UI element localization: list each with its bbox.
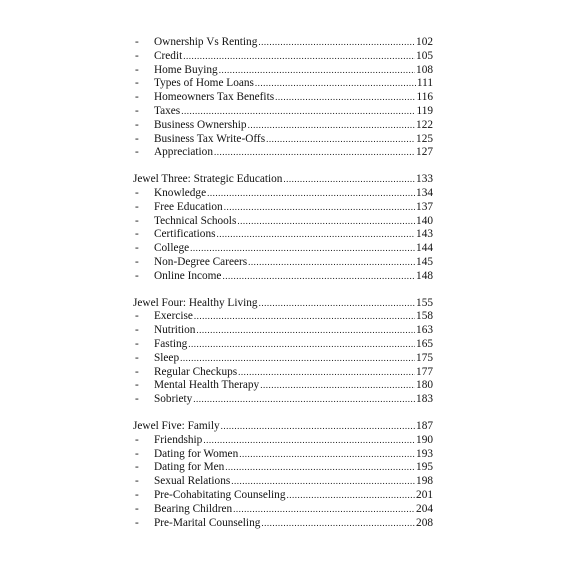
- entry-title: Business Ownership: [154, 118, 247, 131]
- toc-entry: [133, 461, 433, 475]
- bullet-dash: -: [135, 36, 139, 48]
- bullet-dash: -: [135, 475, 139, 488]
- dot-leader: [221, 420, 415, 434]
- page-number: 145: [416, 255, 433, 268]
- toc-chapter-heading: [133, 420, 433, 434]
- entry-title: Ownership Vs Renting: [154, 36, 258, 48]
- bullet-dash: -: [135, 393, 139, 406]
- dot-leader: [222, 270, 415, 284]
- entry-title: Dating for Men: [154, 461, 225, 474]
- dot-leader: [217, 228, 416, 242]
- toc-entry: [133, 310, 433, 324]
- bullet-dash: -: [135, 379, 139, 392]
- bullet-dash: -: [135, 63, 139, 76]
- bullet-dash: -: [135, 242, 139, 255]
- toc-entry: [133, 489, 433, 503]
- page-number: 127: [416, 146, 433, 159]
- entry-title: Knowledge: [154, 186, 207, 199]
- toc-entry: [133, 338, 433, 352]
- dot-leader: [239, 448, 415, 462]
- dot-leader: [203, 434, 415, 448]
- dot-leader: [183, 50, 415, 64]
- dot-leader: [266, 133, 415, 147]
- toc-entry: [133, 517, 433, 531]
- page-number: 111: [416, 77, 433, 90]
- bullet-dash: -: [135, 228, 139, 241]
- dot-leader: [275, 91, 415, 105]
- entry-title: Homeowners Tax Benefits: [154, 91, 275, 104]
- page-number: 140: [416, 214, 433, 227]
- toc-entry: [133, 105, 433, 119]
- toc-section: [133, 173, 433, 283]
- page-number: 133: [416, 173, 433, 186]
- dot-leader: [237, 215, 415, 229]
- toc-section: [133, 36, 433, 160]
- page-number: 198: [416, 475, 433, 488]
- dot-leader: [238, 366, 415, 380]
- bullet-dash: -: [135, 118, 139, 131]
- bullet-dash: -: [135, 337, 139, 350]
- toc-entry: [133, 434, 433, 448]
- toc-entry: [133, 133, 433, 147]
- page-number: 158: [416, 310, 433, 323]
- entry-title: Free Education: [154, 200, 223, 213]
- entry-title: Taxes: [154, 104, 181, 117]
- bullet-dash: -: [135, 91, 139, 104]
- dot-leader: [219, 64, 415, 78]
- bullet-dash: -: [135, 461, 139, 474]
- page-number: 195: [416, 461, 433, 474]
- entry-title: Sexual Relations: [154, 475, 231, 488]
- page-number: 134: [416, 186, 433, 199]
- entry-title: Dating for Women: [154, 447, 239, 460]
- chapter-title: Jewel Five: Family: [133, 419, 220, 432]
- dot-leader: [259, 297, 415, 311]
- bullet-dash: -: [135, 365, 139, 378]
- dot-leader: [255, 77, 416, 91]
- entry-title: Fasting: [154, 337, 188, 350]
- toc-entry: [133, 201, 433, 215]
- dot-leader: [225, 461, 415, 475]
- bullet-dash: -: [135, 255, 139, 268]
- page-number: 108: [416, 63, 433, 76]
- dot-leader: [180, 352, 415, 366]
- page-number: 163: [416, 324, 433, 337]
- chapter-title: Jewel Four: Healthy Living: [133, 296, 258, 309]
- dot-leader: [188, 338, 415, 352]
- dot-leader: [283, 173, 415, 187]
- bullet-dash: -: [135, 200, 139, 213]
- toc-entry: [133, 448, 433, 462]
- bullet-dash: -: [135, 269, 139, 282]
- toc-entry: [133, 270, 433, 284]
- entry-title: Appreciation: [154, 146, 213, 159]
- dot-leader: [286, 489, 415, 503]
- page-number: 122: [416, 118, 433, 131]
- bullet-dash: -: [135, 49, 139, 62]
- toc-entry: [133, 393, 433, 407]
- dot-leader: [233, 503, 415, 517]
- bullet-dash: -: [135, 310, 139, 323]
- page-number: 143: [416, 228, 433, 241]
- entry-title: Types of Home Loans: [154, 77, 254, 90]
- dot-leader: [190, 242, 415, 256]
- bullet-dash: -: [135, 214, 139, 227]
- dot-leader: [258, 36, 415, 50]
- entry-title: Sleep: [154, 351, 180, 364]
- toc-section: [133, 420, 433, 530]
- dot-leader: [214, 146, 415, 160]
- bullet-dash: -: [135, 351, 139, 364]
- toc-chapter-heading: [133, 297, 433, 311]
- bullet-dash: -: [135, 186, 139, 199]
- bullet-dash: -: [135, 488, 139, 501]
- dot-leader: [207, 187, 415, 201]
- page-number: 177: [416, 365, 433, 378]
- bullet-dash: -: [135, 447, 139, 460]
- entry-title: Business Tax Write-Offs: [154, 132, 266, 145]
- entry-title: Certifications: [154, 228, 216, 241]
- entry-title: Home Buying: [154, 63, 218, 76]
- toc-entry: [133, 36, 433, 50]
- page-number: 144: [416, 242, 433, 255]
- bullet-dash: -: [135, 146, 139, 159]
- dot-leader: [248, 119, 415, 133]
- bullet-dash: -: [135, 77, 139, 90]
- toc-section: [133, 297, 433, 407]
- toc-entry: [133, 119, 433, 133]
- toc-entry: [133, 50, 433, 64]
- toc-entry: [133, 242, 433, 256]
- toc-entry: [133, 187, 433, 201]
- entry-title: Bearing Children: [154, 502, 233, 515]
- dot-leader: [194, 310, 415, 324]
- bullet-dash: -: [135, 433, 139, 446]
- toc-entry: [133, 352, 433, 366]
- dot-leader: [261, 517, 415, 531]
- entry-title: Friendship: [154, 433, 203, 446]
- toc-chapter-heading: [133, 173, 433, 187]
- bullet-dash: -: [135, 324, 139, 337]
- page-number: 201: [416, 488, 433, 501]
- page-number: 204: [416, 502, 433, 515]
- dot-leader: [193, 393, 415, 407]
- entry-title: Nutrition: [154, 324, 196, 337]
- entry-title: Pre-Cohabitating Counseling: [154, 488, 286, 501]
- toc-entry: [133, 215, 433, 229]
- entry-title: Non-Degree Careers: [154, 255, 248, 268]
- bullet-dash: -: [135, 502, 139, 515]
- toc-entry: [133, 503, 433, 517]
- entry-title: Mental Health Therapy: [154, 379, 260, 392]
- dot-leader: [181, 105, 415, 119]
- toc-entry: [133, 475, 433, 489]
- chapter-title: Jewel Three: Strategic Education: [133, 173, 283, 186]
- page-number: 125: [416, 132, 433, 145]
- table-of-contents: [133, 36, 433, 530]
- page-number: 105: [416, 49, 433, 62]
- page-number: 155: [416, 296, 433, 309]
- entry-title: Regular Checkups: [154, 365, 238, 378]
- page-number: 119: [416, 104, 433, 117]
- entry-title: Technical Schools: [154, 214, 237, 227]
- toc-entry: [133, 64, 433, 78]
- entry-title: Pre-Marital Counseling: [154, 516, 261, 529]
- dot-leader: [224, 201, 415, 215]
- page-number: 116: [416, 91, 433, 104]
- toc-entry: [133, 324, 433, 338]
- toc-entry: [133, 91, 433, 105]
- page-number: 175: [416, 351, 433, 364]
- dot-leader: [260, 379, 415, 393]
- page-number: 190: [416, 433, 433, 446]
- page-number: 193: [416, 447, 433, 460]
- entry-title: Sobriety: [154, 393, 193, 406]
- entry-title: College: [154, 242, 190, 255]
- toc-entry: [133, 228, 433, 242]
- bullet-dash: -: [135, 104, 139, 117]
- dot-leader: [231, 475, 415, 489]
- dot-leader: [248, 256, 415, 270]
- entry-title: Online Income: [154, 269, 222, 282]
- dot-leader: [196, 324, 415, 338]
- bullet-dash: -: [135, 132, 139, 145]
- page-number: 183: [416, 393, 433, 406]
- toc-entry: [133, 77, 433, 91]
- page-number: 208: [416, 516, 433, 529]
- toc-entry: [133, 366, 433, 380]
- toc-entry: [133, 379, 433, 393]
- page-number: 180: [416, 379, 433, 392]
- page-number: 137: [416, 200, 433, 213]
- page-number: 102: [416, 36, 433, 48]
- page-number: 165: [416, 337, 433, 350]
- entry-title: Exercise: [154, 310, 193, 323]
- entry-title: Credit: [154, 49, 183, 62]
- toc-entry: [133, 146, 433, 160]
- page-number: 148: [416, 269, 433, 282]
- page-number: 187: [416, 419, 433, 432]
- toc-entry: [133, 256, 433, 270]
- bullet-dash: -: [135, 516, 139, 529]
